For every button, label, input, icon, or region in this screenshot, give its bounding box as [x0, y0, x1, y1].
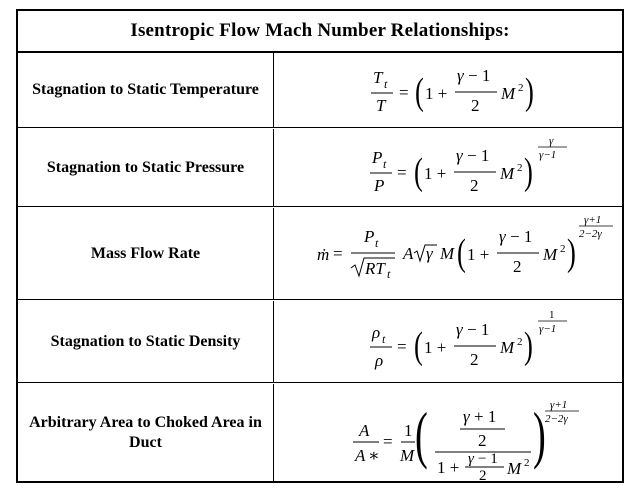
- svg-text:=: =: [397, 337, 407, 356]
- svg-text:− 1: − 1: [467, 146, 490, 165]
- svg-text:2: 2: [470, 176, 479, 195]
- table-row: [18, 129, 622, 207]
- svg-text:1 +: 1 +: [467, 245, 490, 264]
- svg-text:M: M: [400, 446, 415, 465]
- svg-text:M: M: [501, 84, 516, 103]
- svg-text:1: 1: [404, 421, 413, 440]
- svg-text:2: 2: [560, 243, 566, 255]
- svg-text:T: T: [376, 96, 386, 115]
- relationships-table: [16, 9, 624, 483]
- mass-flow-formula: [275, 208, 622, 299]
- svg-text:γ+1: γ+1: [584, 214, 602, 226]
- svg-text:2: 2: [517, 336, 523, 348]
- svg-text:): ): [567, 232, 576, 275]
- svg-text:2: 2: [524, 457, 530, 469]
- svg-text:(: (: [415, 400, 428, 471]
- svg-text:=: =: [397, 163, 407, 182]
- svg-text:2: 2: [471, 96, 480, 115]
- density-formula: [275, 301, 622, 382]
- svg-text:2−2γ: 2−2γ: [545, 413, 568, 425]
- svg-text:RT: RT: [365, 259, 385, 278]
- svg-text:(: (: [415, 71, 424, 114]
- svg-text:− 1: − 1: [468, 66, 491, 85]
- table-title: Isentropic Flow Mach Number Relationships:: [18, 11, 622, 53]
- table-row: [18, 208, 622, 300]
- svg-text:∗: ∗: [368, 446, 380, 465]
- svg-text:2: 2: [479, 468, 487, 481]
- svg-text:ρ: ρ: [372, 323, 381, 342]
- svg-text:2: 2: [513, 257, 522, 276]
- svg-text:): ): [524, 151, 533, 194]
- table-row: [18, 384, 622, 481]
- svg-text:γ: γ: [499, 227, 506, 246]
- svg-text:γ: γ: [457, 66, 464, 85]
- svg-text:): ): [533, 400, 546, 471]
- svg-text:1 +: 1 +: [425, 84, 448, 103]
- svg-text:ρ: ρ: [375, 351, 384, 370]
- svg-text:): ): [524, 325, 533, 368]
- svg-text:t: t: [375, 236, 379, 250]
- svg-text:M: M: [507, 459, 522, 478]
- svg-text:γ: γ: [463, 407, 470, 426]
- svg-text:M: M: [543, 245, 558, 264]
- svg-text:A: A: [355, 446, 366, 465]
- svg-text:P: P: [364, 227, 375, 246]
- svg-text:γ: γ: [426, 244, 433, 263]
- svg-text:γ: γ: [456, 320, 463, 339]
- svg-text:A: A: [403, 244, 414, 263]
- svg-text:1: 1: [549, 309, 555, 321]
- svg-text:M: M: [500, 164, 515, 183]
- svg-text:t: t: [382, 332, 386, 346]
- svg-text:t: t: [384, 77, 388, 91]
- svg-text:γ−1: γ−1: [539, 323, 557, 335]
- svg-text:(: (: [414, 151, 423, 194]
- svg-text:γ: γ: [456, 146, 463, 165]
- svg-text:=: =: [399, 83, 409, 102]
- svg-text:1 +: 1 +: [424, 164, 447, 183]
- svg-text:1 +: 1 +: [424, 338, 447, 357]
- svg-text:− 1: − 1: [478, 451, 498, 467]
- svg-text:ṁ: ṁ: [317, 245, 330, 264]
- svg-text:P: P: [374, 176, 385, 195]
- svg-text:=: =: [383, 432, 393, 451]
- row-label: Arbitrary Area to Choked Area in Duct: [18, 384, 274, 481]
- svg-text:2: 2: [518, 82, 524, 94]
- svg-text:2−2γ: 2−2γ: [579, 228, 602, 240]
- svg-text:(: (: [414, 325, 423, 368]
- table-row: [18, 53, 622, 128]
- svg-text:1 +: 1 +: [437, 458, 460, 477]
- row-label: Stagnation to Static Temperature: [18, 53, 274, 127]
- svg-text:M: M: [500, 338, 515, 357]
- svg-text:γ+1: γ+1: [550, 399, 568, 411]
- svg-text:M: M: [440, 244, 455, 263]
- svg-text:2: 2: [517, 162, 523, 174]
- temperature-formula: [275, 53, 622, 127]
- row-label: Stagnation to Static Density: [18, 301, 274, 382]
- svg-text:2: 2: [470, 350, 479, 369]
- svg-text:2: 2: [478, 431, 487, 450]
- svg-text:− 1: − 1: [467, 320, 490, 339]
- svg-text:(: (: [457, 232, 466, 275]
- svg-text:γ: γ: [549, 135, 554, 147]
- table-row: [18, 301, 622, 383]
- row-label: Mass Flow Rate: [18, 208, 274, 299]
- svg-text:A: A: [359, 421, 370, 440]
- svg-text:γ: γ: [468, 451, 474, 467]
- row-label: Stagnation to Static Pressure: [18, 129, 274, 206]
- pressure-formula: [275, 129, 622, 206]
- svg-text:γ−1: γ−1: [539, 149, 557, 161]
- area-ratio-formula: [275, 384, 622, 481]
- svg-text:P: P: [372, 148, 383, 167]
- svg-text:t: t: [387, 267, 391, 281]
- svg-text:− 1: − 1: [510, 227, 533, 246]
- svg-text:=: =: [333, 244, 343, 263]
- svg-text:+ 1: + 1: [474, 407, 497, 426]
- svg-text:t: t: [383, 157, 387, 171]
- svg-text:T: T: [373, 68, 383, 87]
- svg-text:): ): [525, 71, 534, 114]
